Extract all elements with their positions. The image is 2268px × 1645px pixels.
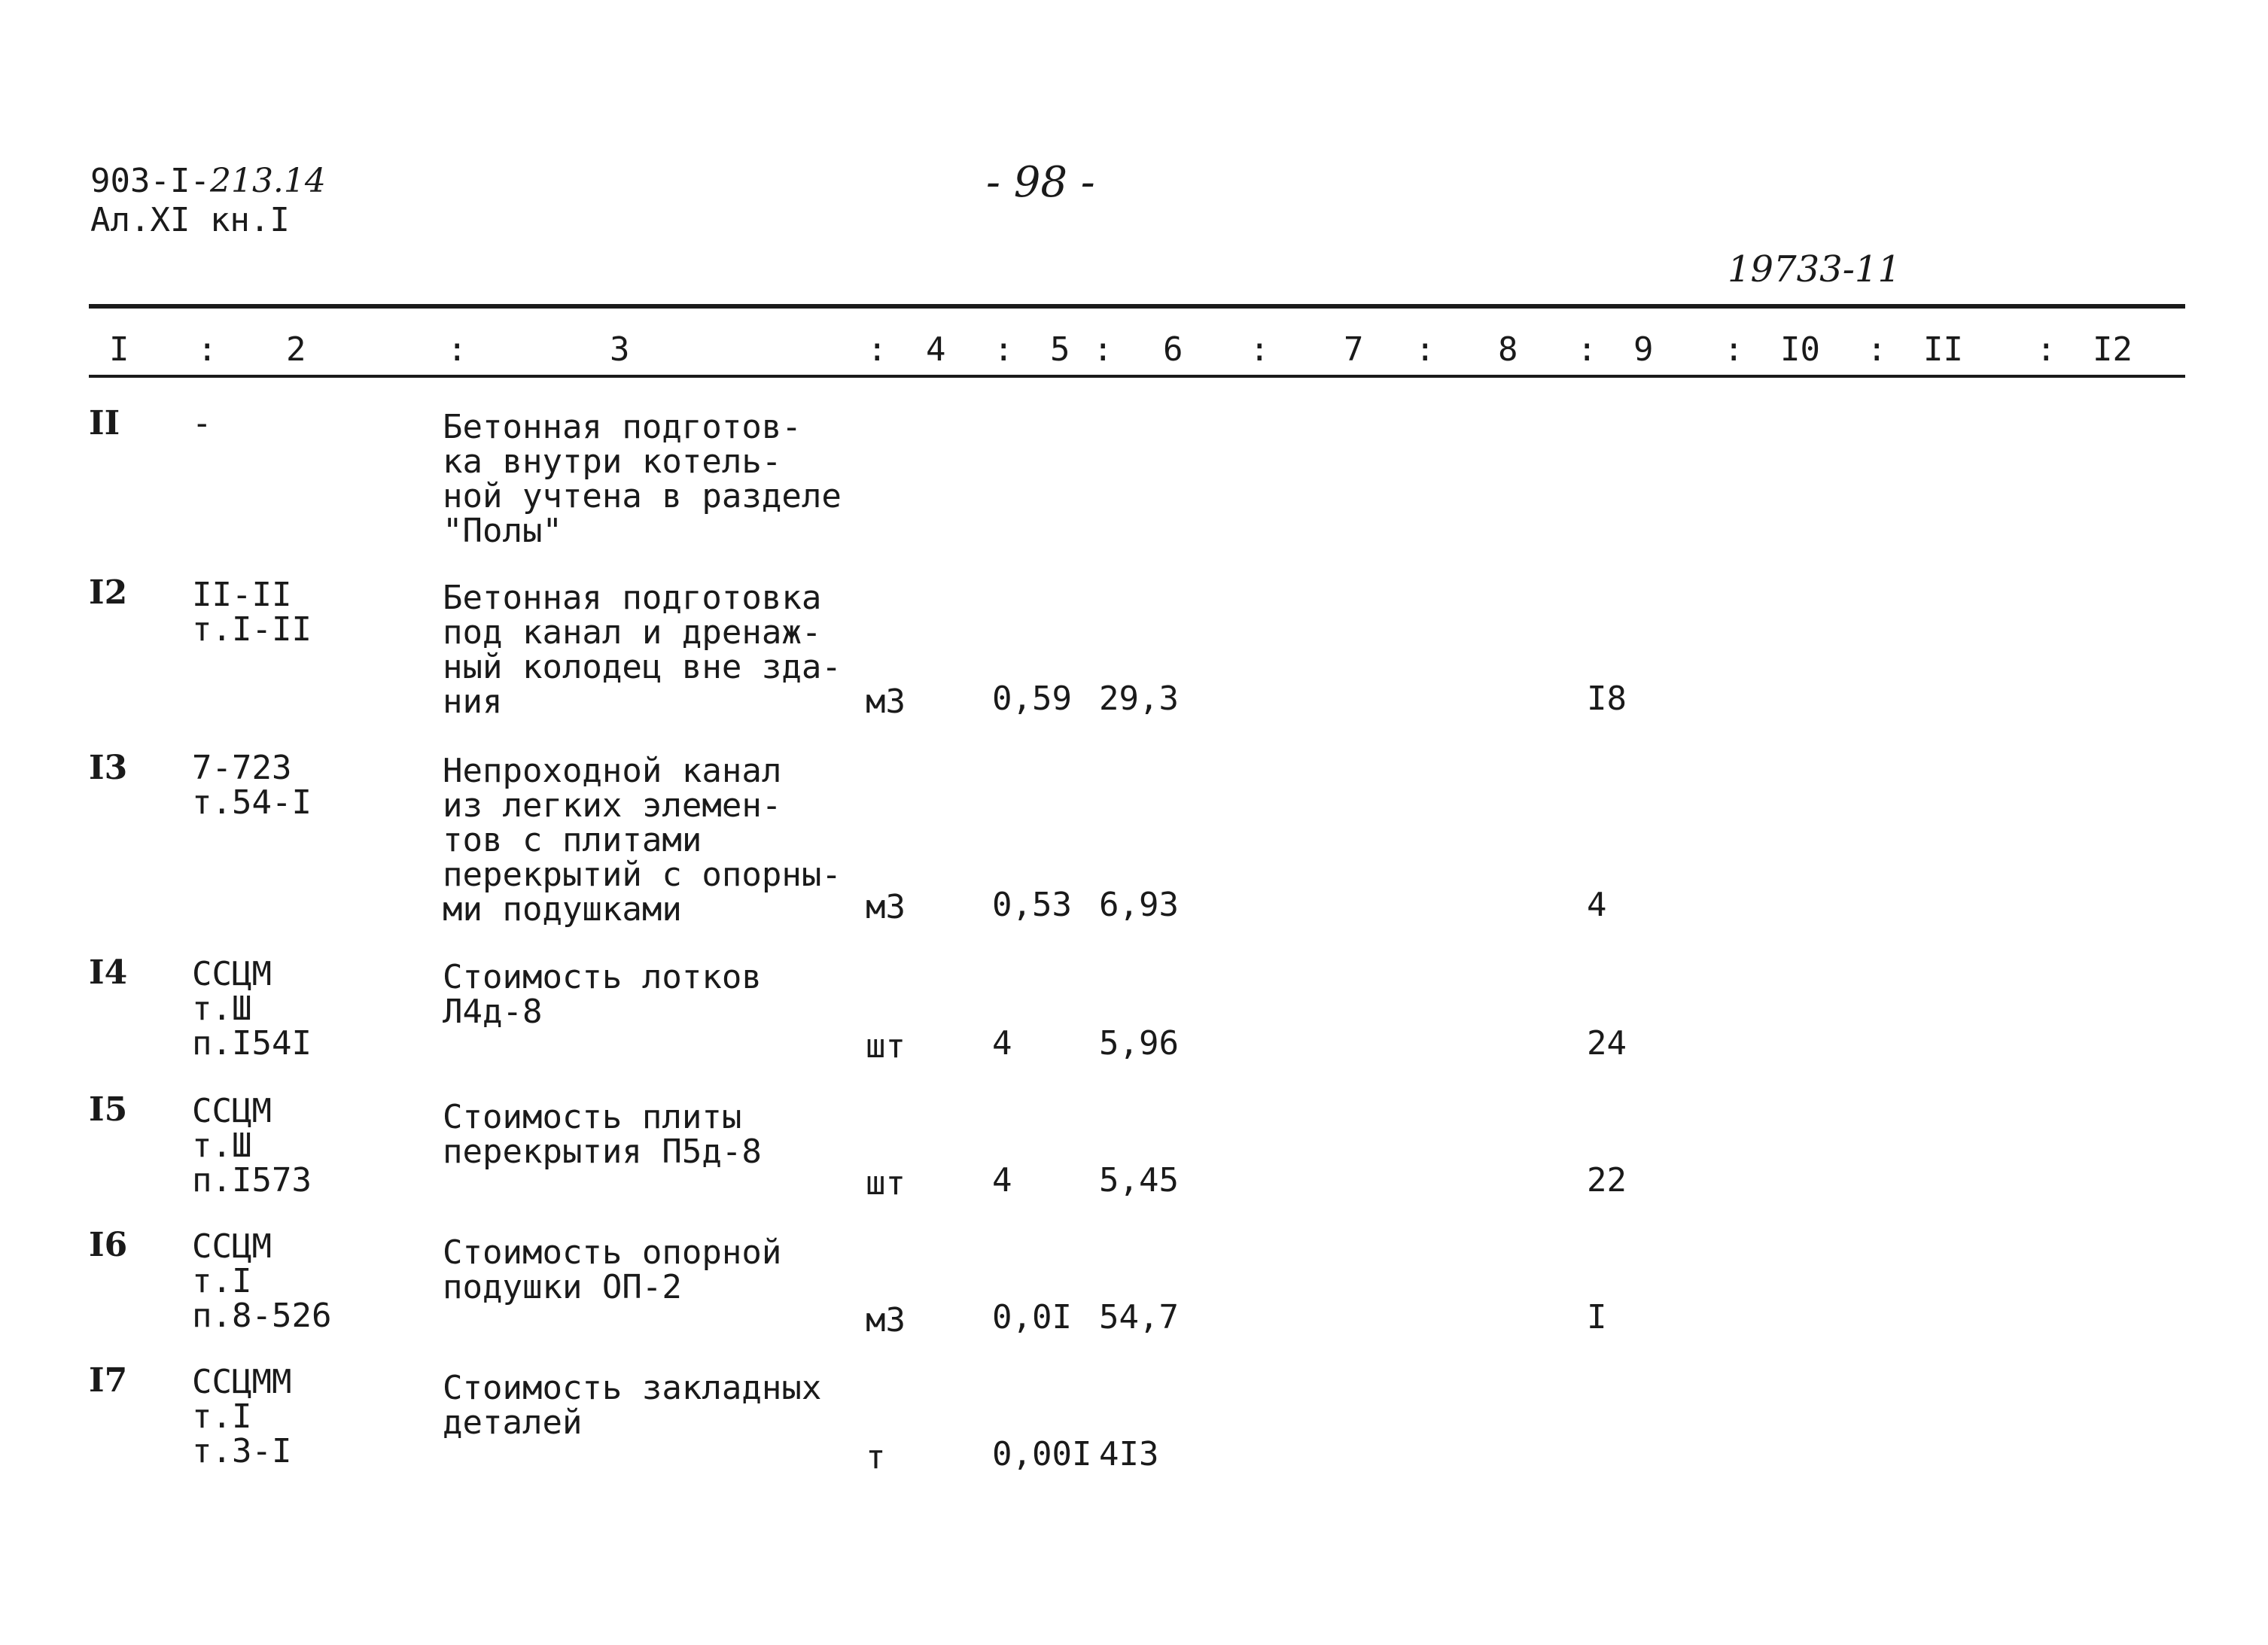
- column-separator: :: [994, 330, 1014, 369]
- row-quantity: 0,59: [992, 680, 1072, 718]
- row-unit: шт: [866, 1027, 906, 1066]
- row-reference: 7-723 т.54-I: [192, 749, 312, 822]
- table-top-rule: [89, 304, 2185, 309]
- column-separator: :: [447, 330, 467, 369]
- row-description: Непроходной канал из легких элемен- тов с плитами перекрытий с опорны- ми подушками: [443, 752, 842, 929]
- column-header-6: 6: [1163, 330, 1183, 369]
- row-unit: т: [866, 1438, 886, 1476]
- column-separator: :: [2036, 330, 2056, 369]
- column-header-11: II: [1923, 330, 1963, 369]
- column-header-7: 7: [1344, 330, 1364, 369]
- column-separator: :: [1093, 330, 1113, 369]
- row-number: I7: [89, 1361, 128, 1400]
- doc-code-prefix: 903-I-: [90, 162, 210, 200]
- row-unit: шт: [866, 1164, 906, 1203]
- row-quantity: 0,0I: [992, 1298, 1072, 1336]
- row-unit: м3: [866, 1301, 906, 1339]
- column-header-12: I2: [2093, 330, 2133, 369]
- document-code: [90, 162, 326, 240]
- row-quantity: 0,53: [992, 886, 1072, 924]
- column-separator: :: [1577, 330, 1597, 369]
- row-unit: м3: [866, 888, 906, 926]
- doc-code-handwritten: 213.14: [209, 162, 326, 200]
- column-header-3: 3: [610, 330, 630, 369]
- row-number: I6: [89, 1226, 128, 1264]
- column-header-9: 9: [1633, 330, 1654, 369]
- column-separator: :: [1724, 330, 1744, 369]
- column-header-4: 4: [926, 330, 946, 369]
- row-description: Стоимость плиты перекрытия П5д-8: [443, 1098, 762, 1171]
- row-col9: 22: [1587, 1161, 1627, 1200]
- row-reference: ССЦММ т.I т.3-I: [192, 1363, 292, 1470]
- row-quantity: 0,00I: [992, 1435, 1092, 1473]
- table-header-rule: [89, 375, 2185, 378]
- column-header-2: 2: [286, 330, 306, 369]
- registration-number: 19733-11: [1728, 248, 1901, 290]
- row-price: 54,7: [1099, 1298, 1179, 1336]
- column-separator: :: [1250, 330, 1270, 369]
- row-price: 4I3: [1099, 1435, 1159, 1473]
- row-quantity: 4: [992, 1024, 1012, 1063]
- column-header-1: I: [109, 330, 129, 369]
- album-line: Ал.XI кн.I: [90, 201, 290, 239]
- row-reference: ССЦМ т.Ш п.I573: [192, 1092, 312, 1200]
- row-price: 29,3: [1099, 680, 1179, 718]
- row-number: I4: [89, 953, 128, 992]
- column-separator: :: [1867, 330, 1887, 369]
- row-col9: 4: [1587, 886, 1607, 924]
- row-reference: ССЦМ т.I п.8-526: [192, 1227, 332, 1335]
- row-price: 6,93: [1099, 886, 1179, 924]
- column-separator: :: [1415, 330, 1435, 369]
- row-unit: м3: [866, 683, 906, 721]
- column-header-8: 8: [1498, 330, 1518, 369]
- row-description: Бетонная подготовка под канал и дренаж- ный колодец вне зда- ния: [443, 579, 842, 721]
- column-header-5: 5: [1050, 330, 1070, 369]
- row-description: Бетонная подготов- ка внутри котель- ной учтена в разделе "Полы": [443, 408, 842, 550]
- row-col9: 24: [1587, 1024, 1627, 1063]
- row-price: 5,45: [1099, 1161, 1179, 1200]
- column-header-10: I0: [1780, 330, 1820, 369]
- row-description: Стоимость опорной подушки ОП-2: [443, 1233, 782, 1306]
- row-price: 5,96: [1099, 1024, 1179, 1063]
- row-number: II: [89, 404, 120, 442]
- row-col9: I8: [1587, 680, 1627, 718]
- row-reference: II-II т.I-II: [192, 576, 312, 649]
- row-number: I2: [89, 573, 128, 612]
- row-col9: I: [1587, 1298, 1607, 1336]
- column-separator: :: [197, 330, 218, 369]
- row-number: I3: [89, 749, 128, 787]
- row-reference: ССЦМ т.Ш п.I54I: [192, 955, 312, 1063]
- row-description: Стоимость закладных деталей: [443, 1369, 822, 1442]
- row-number: I5: [89, 1090, 128, 1129]
- row-reference: -: [192, 404, 212, 442]
- column-separator: :: [867, 330, 887, 369]
- row-quantity: 4: [992, 1161, 1012, 1200]
- page-number: - 98 -: [986, 158, 1095, 207]
- row-description: Стоимость лотков Л4д-8: [443, 958, 762, 1031]
